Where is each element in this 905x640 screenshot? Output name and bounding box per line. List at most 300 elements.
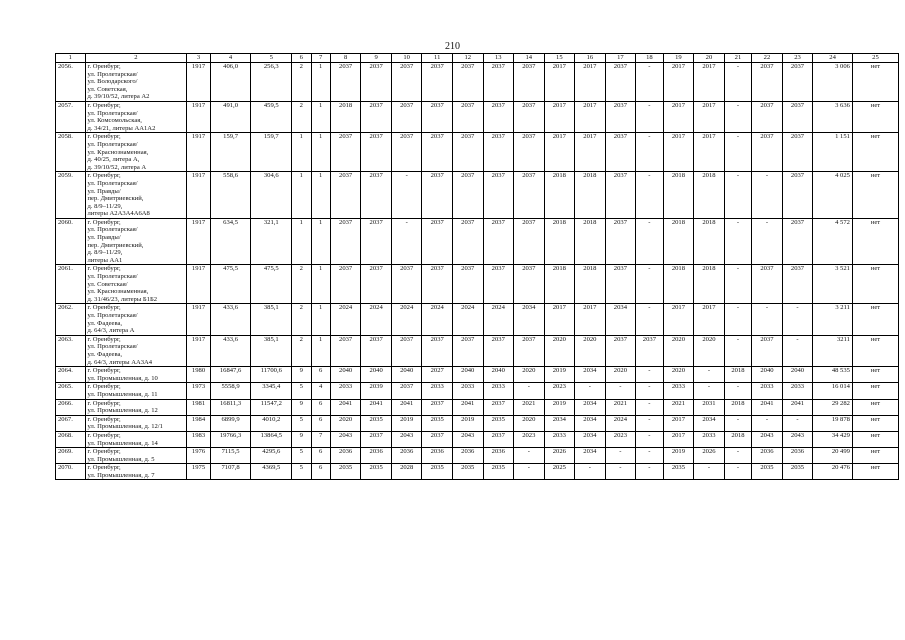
cell-c9: 2037 xyxy=(361,431,392,447)
cell-c11: 2037 xyxy=(422,431,453,447)
cell-c9: 2035 xyxy=(361,415,392,431)
address-line: г. Оренбург, xyxy=(87,304,121,312)
cell-c13: 2037 xyxy=(483,265,514,304)
column-header-18: 18 xyxy=(636,54,663,63)
housing-register-table xyxy=(55,53,899,480)
cell-c14: 2020 xyxy=(514,367,545,383)
cell-c14: - xyxy=(514,448,545,464)
cell-c21: - xyxy=(724,335,751,366)
cell-c17: 2034 xyxy=(605,304,636,335)
cell-c6: 2 xyxy=(292,335,311,366)
row-number: 2066. xyxy=(56,399,86,415)
address-line: ул. Пролетарская/ xyxy=(87,109,138,117)
cell-c14: - xyxy=(514,383,545,399)
cell-a4: 475,5 xyxy=(210,265,251,304)
cell-c18: - xyxy=(636,367,663,383)
address-cell xyxy=(85,448,187,464)
cell-c7: 1 xyxy=(311,63,330,102)
cell-c6: 9 xyxy=(292,367,311,383)
cell-c10: 2037 xyxy=(391,63,422,102)
cell-a5: 256,3 xyxy=(251,63,292,102)
cell-c23: 2040 xyxy=(782,367,813,383)
cell-c15: 2019 xyxy=(544,367,575,383)
cell-a4: 433,6 xyxy=(210,304,251,335)
cell-c15: 2017 xyxy=(544,101,575,132)
address-cell xyxy=(85,133,187,172)
cell-c19: 2017 xyxy=(663,63,694,102)
table-row xyxy=(56,415,899,431)
cell-c17: 2023 xyxy=(605,431,636,447)
cell-c19: 2033 xyxy=(663,383,694,399)
cell-c21: - xyxy=(724,448,751,464)
cell-c6: 5 xyxy=(292,383,311,399)
cell-c14: 2037 xyxy=(514,265,545,304)
cell-c7: 6 xyxy=(311,448,330,464)
cell-c15: 2018 xyxy=(544,265,575,304)
cell-c24: 19 878 xyxy=(813,415,853,431)
cell-c15: 2018 xyxy=(544,218,575,265)
cell-c14: 2037 xyxy=(514,63,545,102)
cell-c10: 2037 xyxy=(391,265,422,304)
address-line: пер. Дмитриевский, xyxy=(87,195,144,203)
cell-c13: 2037 xyxy=(483,133,514,172)
cell-c15: 2017 xyxy=(544,133,575,172)
row-number: 2059. xyxy=(56,172,86,219)
row-number: 2061. xyxy=(56,265,86,304)
cell-c23: 2043 xyxy=(782,431,813,447)
cell-c23: 2036 xyxy=(782,448,813,464)
row-number: 2069. xyxy=(56,448,86,464)
address-line: г. Оренбург, xyxy=(87,101,121,109)
cell-c20: 2017 xyxy=(694,304,725,335)
cell-c25: нет xyxy=(852,415,898,431)
cell-c22: 2037 xyxy=(752,265,783,304)
cell-c6: 5 xyxy=(292,448,311,464)
cell-c20: 2018 xyxy=(694,172,725,219)
cell-c13: 2037 xyxy=(483,399,514,415)
cell-c23: 2037 xyxy=(782,265,813,304)
cell-c6: 1 xyxy=(292,218,311,265)
cell-c13: 2036 xyxy=(483,448,514,464)
cell-c14: 2037 xyxy=(514,172,545,219)
column-header-6: 6 xyxy=(292,54,311,63)
row-number: 2067. xyxy=(56,415,86,431)
cell-c25: нет xyxy=(852,399,898,415)
cell-c16: 2017 xyxy=(575,63,606,102)
cell-c8: 2041 xyxy=(330,399,361,415)
cell-c16: 2034 xyxy=(575,431,606,447)
address-cell xyxy=(85,304,187,335)
cell-c6: 1 xyxy=(292,133,311,172)
cell-c18: - xyxy=(636,133,663,172)
address-cell xyxy=(85,335,187,366)
cell-c12: 2037 xyxy=(452,218,483,265)
column-header-9: 9 xyxy=(361,54,392,63)
cell-c15: 2025 xyxy=(544,464,575,480)
address-line: ул. Промышленная, д. 7 xyxy=(87,471,155,479)
address-line: ул. Промышленная, д. 12 xyxy=(87,407,158,415)
column-header-2: 2 xyxy=(85,54,187,63)
table-row xyxy=(56,431,899,447)
cell-c21: - xyxy=(724,265,751,304)
cell-c15: 2034 xyxy=(544,415,575,431)
cell-c19: 2019 xyxy=(663,448,694,464)
cell-year: 1976 xyxy=(187,448,210,464)
cell-c16: 2018 xyxy=(575,172,606,219)
cell-c17: 2037 xyxy=(605,335,636,366)
cell-c7: 7 xyxy=(311,431,330,447)
column-header-13: 13 xyxy=(483,54,514,63)
column-header-10: 10 xyxy=(391,54,422,63)
cell-c11: 2027 xyxy=(422,367,453,383)
cell-c25: нет xyxy=(852,304,898,335)
cell-c16: 2018 xyxy=(575,218,606,265)
address-cell xyxy=(85,218,187,265)
cell-c18: - xyxy=(636,304,663,335)
cell-c22: 2035 xyxy=(752,464,783,480)
cell-c10: - xyxy=(391,218,422,265)
cell-a4: 406,0 xyxy=(210,63,251,102)
cell-c7: 1 xyxy=(311,133,330,172)
cell-c22: 2041 xyxy=(752,399,783,415)
cell-c13: 2035 xyxy=(483,415,514,431)
cell-c12: 2024 xyxy=(452,304,483,335)
cell-c25: нет xyxy=(852,172,898,219)
table-row xyxy=(56,304,899,335)
cell-a5: 3345,4 xyxy=(251,383,292,399)
cell-c6: 2 xyxy=(292,304,311,335)
cell-c19: 2020 xyxy=(663,335,694,366)
cell-a5: 385,1 xyxy=(251,335,292,366)
cell-c19: 2017 xyxy=(663,133,694,172)
cell-c16: 2017 xyxy=(575,304,606,335)
cell-c6: 2 xyxy=(292,63,311,102)
cell-c16: - xyxy=(575,464,606,480)
cell-c18: - xyxy=(636,448,663,464)
cell-year: 1917 xyxy=(187,335,210,366)
cell-c14: - xyxy=(514,464,545,480)
cell-c24: 3211 xyxy=(813,335,853,366)
address-line: ул. Советская, xyxy=(87,85,128,93)
cell-c11: 2035 xyxy=(422,464,453,480)
cell-a5: 4010,2 xyxy=(251,415,292,431)
cell-c23: 2037 xyxy=(782,63,813,102)
address-cell xyxy=(85,63,187,102)
column-header-11: 11 xyxy=(422,54,453,63)
cell-c9: 2039 xyxy=(361,383,392,399)
cell-c11: 2037 xyxy=(422,265,453,304)
cell-c6: 9 xyxy=(292,431,311,447)
cell-a5: 321,1 xyxy=(251,218,292,265)
address-line: ул. Комсомольская, xyxy=(87,117,142,125)
cell-c22: - xyxy=(752,415,783,431)
cell-c20: 2018 xyxy=(694,265,725,304)
cell-c22: 2037 xyxy=(752,101,783,132)
address-line: д. 39/10/52, литера А2 xyxy=(87,93,150,101)
cell-c7: 6 xyxy=(311,415,330,431)
cell-c12: 2036 xyxy=(452,448,483,464)
cell-c7: 4 xyxy=(311,383,330,399)
cell-c13: 2037 xyxy=(483,101,514,132)
cell-a4: 19766,3 xyxy=(210,431,251,447)
cell-a5: 11700,6 xyxy=(251,367,292,383)
table-row xyxy=(56,218,899,265)
cell-c7: 6 xyxy=(311,367,330,383)
cell-c24: 48 535 xyxy=(813,367,853,383)
address-line: ул. Промышленная, д. 11 xyxy=(87,390,158,398)
address-line: г. Оренбург, xyxy=(87,335,121,343)
column-header-25: 25 xyxy=(852,54,898,63)
address-line: г. Оренбург, xyxy=(87,367,121,375)
row-number: 2060. xyxy=(56,218,86,265)
cell-c18: - xyxy=(636,399,663,415)
cell-c16: 2034 xyxy=(575,415,606,431)
cell-c23: 2037 xyxy=(782,218,813,265)
cell-c11: 2037 xyxy=(422,399,453,415)
table-row xyxy=(56,172,899,219)
cell-c21: - xyxy=(724,218,751,265)
cell-c13: 2040 xyxy=(483,367,514,383)
cell-a5: 4369,5 xyxy=(251,464,292,480)
address-line: ул. Промышленная, д. 12/1 xyxy=(87,423,163,431)
address-line: пер. Дмитриевский, xyxy=(87,241,144,249)
cell-c8: 2037 xyxy=(330,172,361,219)
address-line: д. 34/21, литеры АА1А2 xyxy=(87,124,156,132)
row-number: 2064. xyxy=(56,367,86,383)
column-header-23: 23 xyxy=(782,54,813,63)
cell-c18: - xyxy=(636,172,663,219)
cell-a4: 7115,5 xyxy=(210,448,251,464)
cell-c13: 2037 xyxy=(483,335,514,366)
row-number: 2062. xyxy=(56,304,86,335)
cell-a5: 304,6 xyxy=(251,172,292,219)
table-row xyxy=(56,335,899,366)
cell-c20: 2017 xyxy=(694,133,725,172)
cell-c17: - xyxy=(605,464,636,480)
address-cell xyxy=(85,265,187,304)
cell-c25: нет xyxy=(852,448,898,464)
column-header-4: 4 xyxy=(210,54,251,63)
table-row xyxy=(56,399,899,415)
cell-c20: 2034 xyxy=(694,415,725,431)
address-line: ул. Володарского/ xyxy=(87,78,138,86)
address-cell xyxy=(85,383,187,399)
address-line: ул. Пролетарская/ xyxy=(87,343,138,351)
cell-a5: 475,5 xyxy=(251,265,292,304)
cell-c25: нет xyxy=(852,63,898,102)
address-line: ул. Пролетарская/ xyxy=(87,179,138,187)
cell-c9: 2037 xyxy=(361,335,392,366)
cell-c9: 2036 xyxy=(361,448,392,464)
cell-c22: 2036 xyxy=(752,448,783,464)
cell-c21: - xyxy=(724,383,751,399)
table-row xyxy=(56,265,899,304)
cell-c20: 2033 xyxy=(694,431,725,447)
cell-c18: 2037 xyxy=(636,335,663,366)
cell-year: 1917 xyxy=(187,133,210,172)
cell-c13: 2033 xyxy=(483,383,514,399)
address-line: г. Оренбург, xyxy=(87,448,121,456)
address-line: г. Оренбург, xyxy=(87,63,121,70)
cell-c9: 2037 xyxy=(361,63,392,102)
address-line: г. Оренбург, xyxy=(87,218,121,226)
column-header-14: 14 xyxy=(514,54,545,63)
cell-c23: 2037 xyxy=(782,133,813,172)
address-line: ул. Фадеева, xyxy=(87,319,123,327)
address-line: ул. Промышленная, д. 5 xyxy=(87,455,155,463)
cell-c17: - xyxy=(605,383,636,399)
cell-c12: 2037 xyxy=(452,265,483,304)
cell-c6: 5 xyxy=(292,415,311,431)
cell-c16: 2034 xyxy=(575,367,606,383)
cell-a5: 159,7 xyxy=(251,133,292,172)
cell-c24: 4 025 xyxy=(813,172,853,219)
cell-c20: 2017 xyxy=(694,101,725,132)
cell-c7: 1 xyxy=(311,265,330,304)
cell-a5: 13864,5 xyxy=(251,431,292,447)
address-cell xyxy=(85,464,187,480)
cell-c21: - xyxy=(724,172,751,219)
cell-c10: 2041 xyxy=(391,399,422,415)
cell-c14: 2023 xyxy=(514,431,545,447)
header-row xyxy=(56,54,899,63)
cell-c25: нет xyxy=(852,101,898,132)
cell-c23: - xyxy=(782,415,813,431)
cell-c18: - xyxy=(636,464,663,480)
cell-c21: - xyxy=(724,464,751,480)
cell-c14: 2037 xyxy=(514,133,545,172)
address-line: д. 64/3, литеры АА3А4 xyxy=(87,358,153,366)
cell-c18: - xyxy=(636,265,663,304)
row-number: 2063. xyxy=(56,335,86,366)
address-cell xyxy=(85,431,187,447)
address-line: г. Оренбург, xyxy=(87,415,121,423)
cell-c21: - xyxy=(724,415,751,431)
table-row xyxy=(56,63,899,102)
cell-c24: 4 572 xyxy=(813,218,853,265)
cell-c16: 2017 xyxy=(575,101,606,132)
row-number: 2070. xyxy=(56,464,86,480)
cell-c10: 2037 xyxy=(391,335,422,366)
cell-c21: 2018 xyxy=(724,431,751,447)
cell-c15: 2018 xyxy=(544,172,575,219)
column-header-15: 15 xyxy=(544,54,575,63)
cell-c9: 2024 xyxy=(361,304,392,335)
cell-c16: 2034 xyxy=(575,448,606,464)
address-line: г. Оренбург, xyxy=(87,464,121,472)
cell-c19: 2020 xyxy=(663,367,694,383)
cell-year: 1973 xyxy=(187,383,210,399)
address-line: г. Оренбург, xyxy=(87,431,121,439)
cell-c15: 2026 xyxy=(544,448,575,464)
cell-year: 1917 xyxy=(187,101,210,132)
address-cell xyxy=(85,367,187,383)
address-line: ул. Краснознаменная, xyxy=(87,148,149,156)
cell-c10: 2024 xyxy=(391,304,422,335)
cell-year: 1981 xyxy=(187,399,210,415)
cell-c16: 2034 xyxy=(575,399,606,415)
cell-c15: 2023 xyxy=(544,383,575,399)
cell-c10: 2043 xyxy=(391,431,422,447)
cell-c10: 2028 xyxy=(391,464,422,480)
cell-c24: 3 636 xyxy=(813,101,853,132)
column-header-20: 20 xyxy=(694,54,725,63)
cell-c16: - xyxy=(575,383,606,399)
cell-c10: 2037 xyxy=(391,383,422,399)
cell-c21: - xyxy=(724,133,751,172)
cell-a4: 558,6 xyxy=(210,172,251,219)
cell-c15: 2033 xyxy=(544,431,575,447)
cell-c20: - xyxy=(694,464,725,480)
cell-c24: 34 429 xyxy=(813,431,853,447)
cell-c22: 2040 xyxy=(752,367,783,383)
address-line: г. Оренбург, xyxy=(87,133,121,141)
row-number: 2065. xyxy=(56,383,86,399)
cell-c11: 2033 xyxy=(422,383,453,399)
column-header-19: 19 xyxy=(663,54,694,63)
cell-a5: 459,5 xyxy=(251,101,292,132)
cell-a4: 433,6 xyxy=(210,335,251,366)
cell-c11: 2024 xyxy=(422,304,453,335)
cell-c17: 2037 xyxy=(605,218,636,265)
cell-c24: 3 521 xyxy=(813,265,853,304)
cell-c7: 1 xyxy=(311,304,330,335)
cell-c15: 2017 xyxy=(544,63,575,102)
address-line: ул. Пролетарская/ xyxy=(87,140,138,148)
cell-c21: - xyxy=(724,304,751,335)
table-row xyxy=(56,464,899,480)
cell-c19: 2017 xyxy=(663,415,694,431)
cell-c9: 2037 xyxy=(361,218,392,265)
cell-c11: 2036 xyxy=(422,448,453,464)
cell-c12: 2040 xyxy=(452,367,483,383)
cell-c6: 1 xyxy=(292,172,311,219)
cell-c25: нет xyxy=(852,431,898,447)
row-number: 2068. xyxy=(56,431,86,447)
cell-c25: нет xyxy=(852,265,898,304)
address-line: ул. Пролетарская/ xyxy=(87,273,138,281)
cell-a4: 16811,3 xyxy=(210,399,251,415)
cell-c7: 1 xyxy=(311,218,330,265)
cell-c9: 2037 xyxy=(361,172,392,219)
cell-c17: 2037 xyxy=(605,63,636,102)
address-line: ул. Краснознаменная, xyxy=(87,288,149,296)
address-line: ул. Правды/ xyxy=(87,234,121,242)
address-line: литеры А2А3А4А6А8 xyxy=(87,210,150,218)
cell-c9: 2040 xyxy=(361,367,392,383)
cell-c9: 2037 xyxy=(361,133,392,172)
cell-c17: 2037 xyxy=(605,172,636,219)
address-line: д. 40/25, литера А, xyxy=(87,156,140,164)
cell-c6: 2 xyxy=(292,101,311,132)
cell-c22: - xyxy=(752,172,783,219)
cell-year: 1917 xyxy=(187,172,210,219)
cell-a4: 5558,9 xyxy=(210,383,251,399)
cell-c7: 1 xyxy=(311,172,330,219)
cell-year: 1984 xyxy=(187,415,210,431)
cell-c23: - xyxy=(782,335,813,366)
cell-c25: нет xyxy=(852,367,898,383)
cell-c15: 2017 xyxy=(544,304,575,335)
cell-c20: 2018 xyxy=(694,218,725,265)
cell-year: 1917 xyxy=(187,218,210,265)
column-header-5: 5 xyxy=(251,54,292,63)
cell-c19: 2017 xyxy=(663,101,694,132)
cell-c12: 2035 xyxy=(452,464,483,480)
cell-c17: 2037 xyxy=(605,101,636,132)
cell-c9: 2037 xyxy=(361,265,392,304)
cell-c22: 2037 xyxy=(752,63,783,102)
